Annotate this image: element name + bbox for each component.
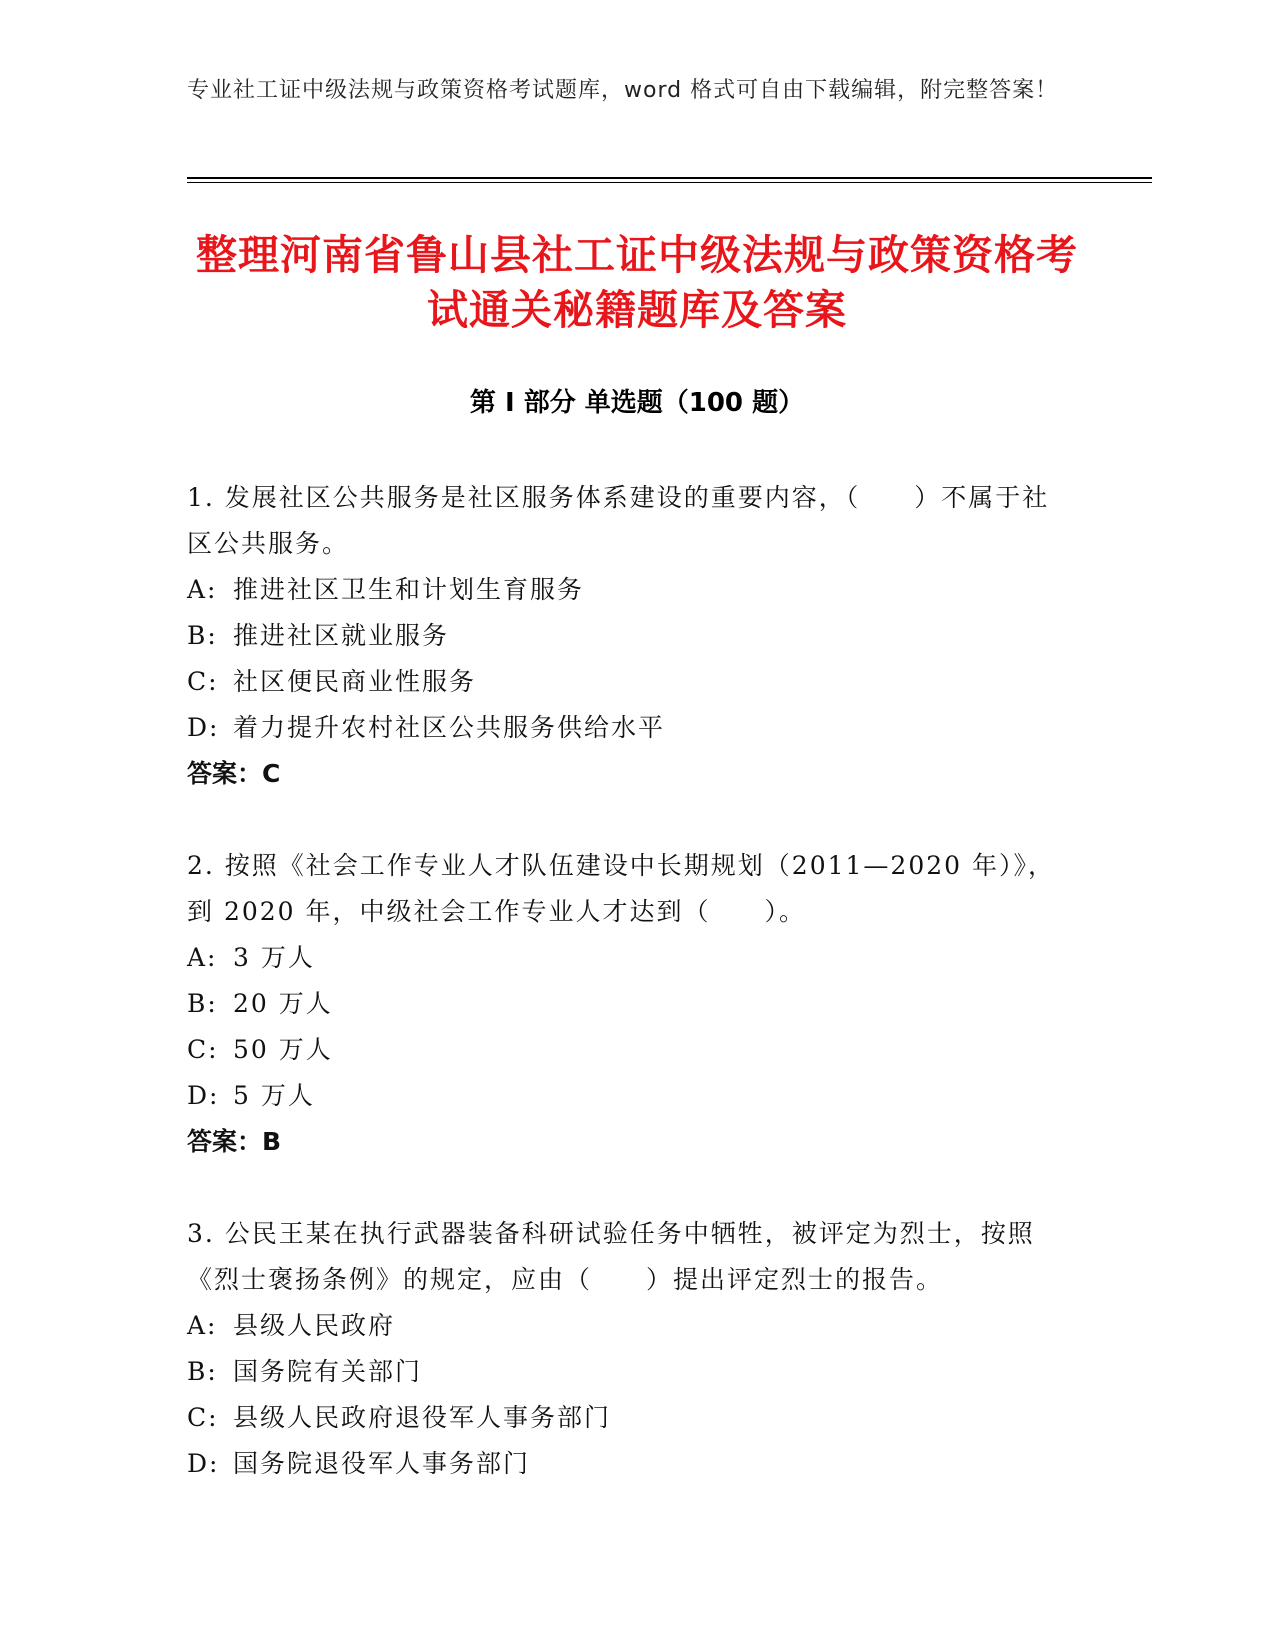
- option-text: 县级人民政府: [233, 1311, 396, 1340]
- section-title: 第 I 部分 单选题（100 题）: [469, 388, 805, 418]
- option-letter: A:: [187, 575, 218, 604]
- option-text: 50 万人: [233, 1035, 333, 1064]
- question-3: [187, 1211, 1067, 1487]
- option-c: [187, 1395, 1067, 1441]
- question-stem: 2. 按照《社会工作专业人才队伍建设中长期规划（2011—2020 年）》，到 2020 年，中级社会工作专业人才达到（ ）。: [187, 851, 1055, 926]
- option-a: [187, 935, 1067, 981]
- option-a: [187, 1303, 1067, 1349]
- option-text: 推进社区卫生和计划生育服务: [233, 575, 585, 604]
- option-b: [187, 981, 1067, 1027]
- option-b: [187, 1349, 1067, 1395]
- option-b: [187, 613, 1067, 659]
- option-text: 着力提升农村社区公共服务供给水平: [233, 713, 666, 742]
- option-letter: C:: [187, 667, 219, 696]
- option-text: 县级人民政府退役军人事务部门: [233, 1403, 612, 1432]
- option-letter: A:: [187, 943, 218, 972]
- option-letter: C:: [187, 1403, 219, 1432]
- option-letter: B:: [187, 621, 218, 650]
- header-rule-thin: [187, 182, 1152, 183]
- answer: 答案：C: [187, 759, 281, 788]
- header-note: 专业社工证中级法规与政策资格考试题库，word 格式可自由下载编辑，附完整答案！: [187, 78, 1059, 103]
- option-text: 5 万人: [233, 1081, 315, 1110]
- question-list: [187, 475, 1067, 1533]
- option-letter: D:: [187, 1449, 220, 1478]
- option-letter: D:: [187, 713, 220, 742]
- option-text: 推进社区就业服务: [233, 621, 450, 650]
- option-letter: B:: [187, 989, 218, 1018]
- option-text: 国务院有关部门: [233, 1357, 423, 1386]
- header-rule-thick: [187, 177, 1152, 179]
- document-title: 整理河南省鲁山县社工证中级法规与政策资格考试通关秘籍题库及答案: [196, 231, 1078, 334]
- question-stem: 1. 发展社区公共服务是社区服务体系建设的重要内容，（ ）不属于社区公共服务。: [187, 483, 1050, 558]
- option-d: [187, 1441, 1067, 1487]
- option-d: [187, 1073, 1067, 1119]
- option-c: [187, 1027, 1067, 1073]
- question-1: [187, 475, 1067, 797]
- option-letter: B:: [187, 1357, 218, 1386]
- option-letter: D:: [187, 1081, 220, 1110]
- answer: 答案：B: [187, 1127, 282, 1156]
- option-c: [187, 659, 1067, 705]
- option-d: [187, 705, 1067, 751]
- option-text: 3 万人: [233, 943, 315, 972]
- option-text: 社区便民商业性服务: [233, 667, 477, 696]
- question-stem: 3. 公民王某在执行武器装备科研试验任务中牺牲，被评定为烈士，按照《烈士褒扬条例》的规定，应由（ ）提出评定烈士的报告。: [187, 1219, 1035, 1294]
- option-a: [187, 567, 1067, 613]
- option-text: 20 万人: [233, 989, 333, 1018]
- option-text: 国务院退役军人事务部门: [233, 1449, 531, 1478]
- question-2: [187, 843, 1067, 1165]
- option-letter: C:: [187, 1035, 219, 1064]
- option-letter: A:: [187, 1311, 218, 1340]
